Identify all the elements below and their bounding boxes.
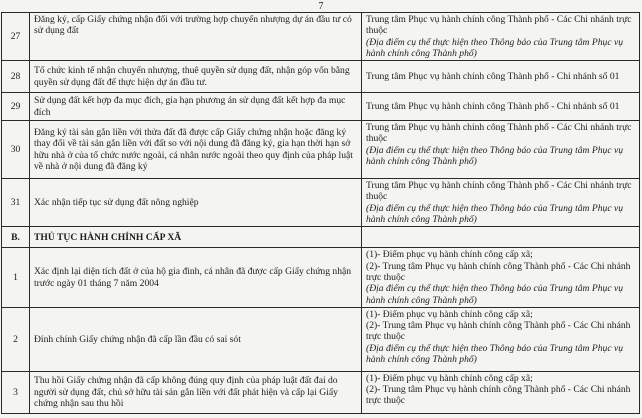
section-title: THỦ TỤC HÀNH CHÍNH CẤP XÃ [30,227,362,248]
procedure-location [362,307,640,371]
procedure-location [362,61,640,93]
section-number: B. [2,227,30,248]
procedure-name: Thu hồi Giấy chứng nhận đã cấp không đúng quy định của pháp luật đất đai do người sử dụng đất, chủ sở hữu tài sản gắn liền với đất phát hiện và cấp lại Giấy chứng nhận sau thu hồi [30,371,362,413]
location-text: Trung tâm Phục vụ hành chính công Thành phố - Các Chi nhánh trực thuộc [366,180,632,203]
table-row [2,307,640,371]
page-number: 7 [318,1,324,12]
location-option-2: (2)- Trung tâm Phục vụ hành chính công Thành phố - Các Chi nhánh trực thuộc [366,320,631,343]
location-option-1: (1)- Điểm phục vụ hành chính công cấp xã; [366,308,533,320]
location-note: (Địa điểm cụ thể thực hiện theo Thông báo của Trung tâm Phục vụ hành chính công Thành phố) [366,144,624,168]
procedure-name: Xác nhận tiếp tục sử dụng đất nông nghiệp [30,179,362,227]
table-row [2,121,640,179]
procedure-location [362,121,640,179]
row-number: 29 [2,93,30,121]
row-number: 28 [2,61,30,93]
table-row [2,93,640,121]
procedure-location [362,371,640,413]
row-number: 30 [2,121,30,179]
procedure-location [362,93,640,121]
location-note: (Địa điểm cụ thể thực hiện theo Thông báo của Trung tâm Phục vụ hành chính công Thành phố) [366,283,624,306]
table-row [2,61,640,93]
row-number: 3 [2,371,30,413]
location-option-1: (1)- Điểm phục vụ hành chính công cấp xã; [366,249,533,261]
procedure-name: Tổ chức kinh tế nhận chuyển nhượng, thuê quyền sử dụng đất, nhận góp vốn bằng quyền sử dụng đất để thực hiện dự án đầu tư. [30,61,362,93]
procedure-name: Sử dụng đất kết hợp đa mục đích, gia hạn phương án sử dụng đất kết hợp đa mục đích [30,93,362,121]
row-number: 1 [2,248,30,307]
location-text: Trung tâm Phục vụ hành chính công Thành phố - Chi nhánh số 01 [366,71,620,83]
procedure-location [362,248,640,307]
procedure-name: Đăng ký tài sản gắn liền với thửa đất đã được cấp Giấy chứng nhận hoặc đăng ký thay đổi về tài sản gắn liền với đất so với nội dung đã đăng ký, gia hạn thời hạn sở hữu nhà ở của tổ chức nước ngoài, cá nhân nước ngoài theo quy định của pháp luật về nhà ở nội dung đã đăng ký [30,121,362,179]
location-note: (Địa điểm cụ thể thực hiện theo Thông báo của Trung tâm Phục vụ hành chính công Thành phố) [366,202,624,226]
row-number: 31 [2,179,30,227]
section-row [2,227,640,248]
procedure-location [362,13,640,61]
section-empty-cell [362,227,640,248]
row-number: 2 [2,307,30,371]
table-row [2,248,640,307]
procedures-table [1,12,640,414]
location-text: Trung tâm Phục vụ hành chính công Thành phố - Chi nhánh số 01 [366,101,620,113]
location-text: Trung tâm Phục vụ hành chính công Thành phố - Các Chi nhánh trực thuộc [366,14,632,37]
table-row [2,179,640,227]
procedure-name: Xác định lại diện tích đất ở của hộ gia đình, cá nhân đã được cấp Giấy chứng nhận trước ngày 01 tháng 7 năm 2004 [30,248,362,307]
location-text: Trung tâm Phục vụ hành chính công Thành phố - Các Chi nhánh trực thuộc [366,122,632,145]
location-option-2: (2)- Trung tâm Phục vụ hành chính công Thành phố - Các Chi nhánh trực thuộc [366,260,631,283]
procedure-location [362,179,640,227]
table-row [2,13,640,61]
procedure-name: Đăng ký, cấp Giấy chứng nhận đối với trường hợp chuyển nhượng dự án đầu tư có sử dụng đất [30,13,362,61]
row-number: 27 [2,13,30,61]
location-note: (Địa điểm cụ thể thực hiện theo Thông báo của Trung tâm Phục vụ hành chính công Thành phố) [366,36,624,59]
location-option-1: (1)- Điểm phục vụ hành chính công cấp xã; [366,372,533,384]
location-note: (Địa điểm cụ thể thực hiện theo Thông báo của Trung tâm Phục vụ hành chính công Thành phố) [366,342,624,366]
location-option-2: (2)- Trung tâm Phục vụ hành chính công Thành phố - Các Chi nhánh trực thuộc [366,384,631,407]
procedure-name: Đính chính Giấy chứng nhận đã cấp lần đầu có sai sót [30,307,362,371]
table-row [2,371,640,413]
